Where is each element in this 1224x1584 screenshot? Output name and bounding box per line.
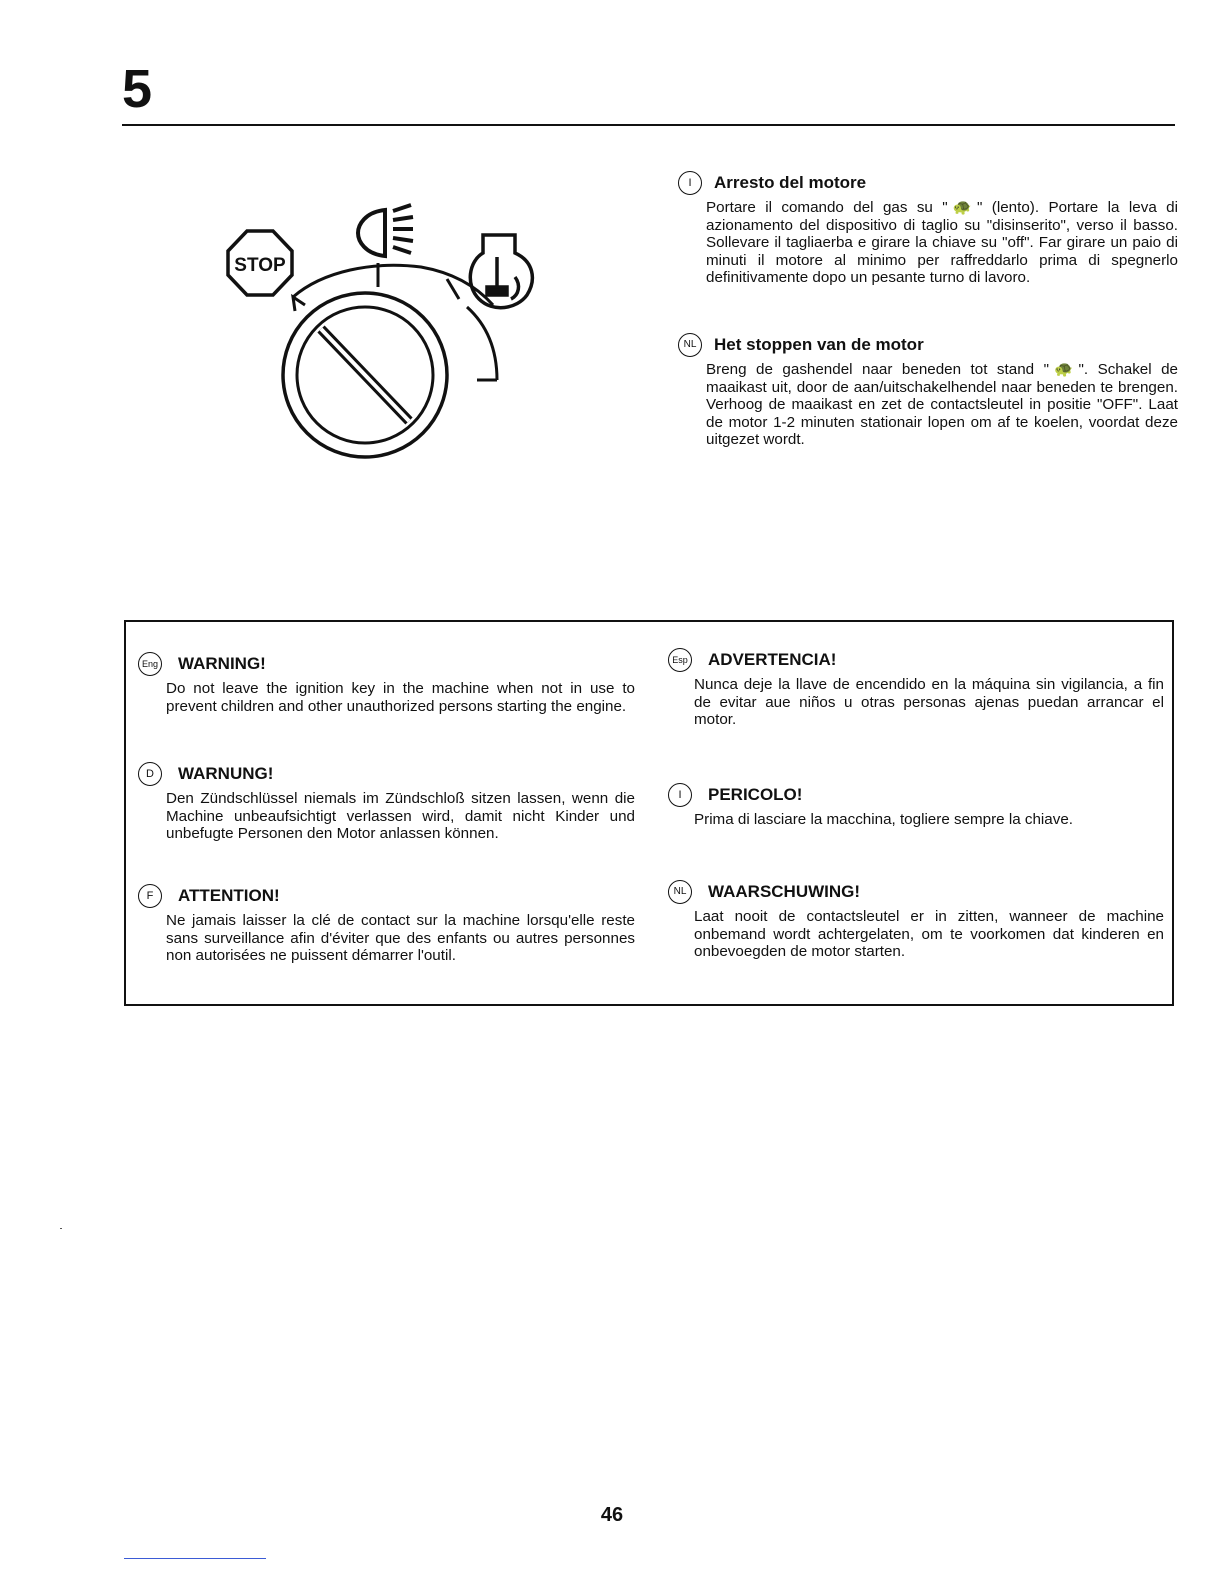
section-title: Arresto del motore (714, 173, 867, 192)
section-body: Portare il comando del gas su "🐢" (lento). Portare la leva di azionamento del dispositivo di taglio su "disinserito", verso il basso. Sollevare il tagliaerba e girare la chiave su "off". Far girare un paio di minuti il motore al minimo per raffreddarlo prima di spegnerlo definitivamente dopo un pesante turno di lavoro. (706, 199, 1178, 286)
lang-badge-it-icon: I (678, 171, 702, 195)
warning-title: ATTENTION! (178, 886, 280, 905)
lang-badge-nl-icon: NL (668, 880, 692, 904)
header-rule (122, 124, 1175, 126)
choke-icon (470, 235, 532, 308)
warning-body: Den Zündschlüssel niemals im Zündschloß sitzen lassen, wenn die Machine unbeaufsichtigt verlassen wird, damit nicht Kinder und unbefugte Personen den Motor anlassen können. (166, 790, 635, 842)
warning-fr (138, 884, 635, 965)
section-nl-engine-stop (678, 333, 1178, 449)
scan-speck (60, 1228, 62, 1229)
ignition-key-dial-icon (283, 263, 497, 457)
warning-body: Nunca deje la llave de encendido en la máquina sin vigilancia, a fin de evitar aue niños u otras personas ajenas puedan arrancar el motor. (694, 676, 1164, 728)
warning-de (138, 762, 635, 843)
warning-body: Prima di lasciare la macchina, togliere sempre la chiave. (694, 811, 1074, 828)
section-body: Breng de gashendel naar beneden tot stand "🐢". Schakel de maaikast uit, door de aan/uitschakelhendel naar beneden te brengen. Verhoog de maaikast en zet de contactsleutel in positie "OFF". Laat de motor 1-2 minuten stationair lopen om af te koelen, voordat deze uitgezet wordt. (706, 361, 1178, 448)
warning-en (138, 652, 635, 715)
lang-badge-en-icon: Eng (138, 652, 162, 676)
warning-body: Do not leave the ignition key in the machine when not in use to prevent children and other unauthorized persons starting the engine. (166, 680, 635, 715)
warning-body: Laat nooit de contactsleutel er in zitten, wanneer de machine onbemand wordt achtergelaten, om te voorkomen dat kinderen en onbevoegden de motor starten. (694, 908, 1164, 960)
headlight-icon (358, 205, 413, 256)
warning-es (668, 648, 1164, 729)
lang-badge-de-icon: D (138, 762, 162, 786)
warning-title: PERICOLO! (708, 785, 803, 804)
warning-title: ADVERTENCIA! (708, 650, 837, 669)
warning-it (668, 783, 1164, 829)
lang-badge-nl-icon: NL (678, 333, 702, 357)
ignition-switch-diagram (215, 195, 545, 465)
section-it-engine-stop (678, 171, 1178, 287)
warning-title: WAARSCHUWING! (708, 882, 861, 901)
svg-text:STOP: STOP (234, 255, 286, 276)
section-title: Het stoppen van de motor (714, 335, 924, 354)
warning-title: WARNING! (178, 654, 266, 673)
warning-title: WARNUNG! (178, 764, 274, 783)
footer-link-underline (124, 1558, 266, 1559)
lang-badge-fr-icon: F (138, 884, 162, 908)
lang-badge-it-icon: I (668, 783, 692, 807)
chapter-number: 5 (122, 59, 153, 119)
stop-sign-icon (228, 231, 292, 295)
warning-body: Ne jamais laisser la clé de contact sur la machine lorsqu'elle reste sans surveillance afin d'éviter que des enfants ou autres personnes non autorisées ne puissent démarrer l'outil. (166, 912, 635, 964)
lang-badge-es-icon: Esp (668, 648, 692, 672)
page-number: 46 (600, 1504, 624, 1526)
warning-nl (668, 880, 1164, 961)
